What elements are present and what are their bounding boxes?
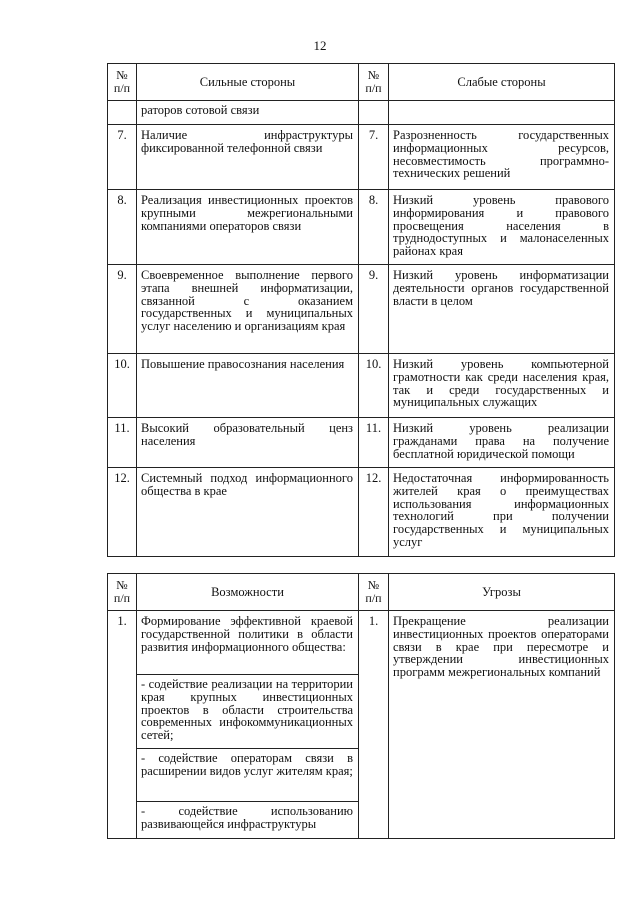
row-number: 10.	[108, 354, 137, 418]
weakness-text: Низкий уровень компьютерной грамотности как среди населения края, так и среди государственных и муниципальных служащих	[389, 354, 615, 418]
header-number-right: № п/п	[359, 64, 389, 101]
header-weaknesses: Слабые стороны	[389, 64, 615, 101]
opportunity-subitem: - содействие операторам связи в расширении видов услуг жителям края;	[137, 749, 359, 802]
row-number: 7.	[108, 125, 137, 190]
header-number-left: № п/п	[108, 574, 137, 611]
strength-text: Высокий образовательный ценз населения	[137, 418, 359, 468]
continuation-text: раторов сотовой связи	[137, 101, 359, 125]
table-row	[108, 468, 615, 557]
weakness-text: Разрозненность государственных информационных ресурсов, несовместимость программно-технических решений	[389, 125, 615, 190]
table-row	[108, 265, 615, 354]
row-number: 10.	[359, 354, 389, 418]
strength-text: Своевременное выполнение первого этапа внешней информатизации, связанной с оказанием государственных и муниципальных услуг населению и организациям края	[137, 265, 359, 354]
row-number: 9.	[359, 265, 389, 354]
header-threats: Угрозы	[389, 574, 615, 611]
row-number: 11.	[359, 418, 389, 468]
row-number: 1.	[359, 611, 389, 839]
row-number: 9.	[108, 265, 137, 354]
table-row	[108, 418, 615, 468]
table-row	[108, 125, 615, 190]
header-number-right: № п/п	[359, 574, 389, 611]
row-number: 7.	[359, 125, 389, 190]
row-number: 12.	[108, 468, 137, 557]
strength-text: Реализация инвестиционных проектов крупными межрегиональными компаниями операторов связи	[137, 190, 359, 265]
table-header-row	[108, 574, 615, 611]
row-number: 12.	[359, 468, 389, 557]
row-number: 8.	[108, 190, 137, 265]
weakness-text: Низкий уровень информатизации деятельности органов государственной власти в целом	[389, 265, 615, 354]
weakness-text: Недостаточная информированность жителей края о преимуществах использования информационных технологий при получении государственных и муниципальных услуг	[389, 468, 615, 557]
header-strengths: Сильные стороны	[137, 64, 359, 101]
opportunities-threats-table	[107, 573, 615, 839]
table-row	[108, 101, 615, 125]
table-row	[108, 190, 615, 265]
row-number: 8.	[359, 190, 389, 265]
strengths-weaknesses-table	[107, 63, 615, 557]
strength-text: Системный подход информационного общества в крае	[137, 468, 359, 557]
opportunity-subitem: - содействие реализации на территории края крупных инвестиционных проектов в области строительства современных инфокоммуникационных сетей;	[137, 675, 359, 749]
weakness-text: Низкий уровень правового информирования и правового просвещения населения в труднодоступных и малонаселенных районах края	[389, 190, 615, 265]
weakness-text: Низкий уровень реализации гражданами права на получение бесплатной юридической помощи	[389, 418, 615, 468]
threat-text: Прекращение реализации инвестиционных проектов операторами связи в крае при пересмотре и утверждении инвестиционных программ межрегиональных компаний	[389, 611, 615, 839]
opportunity-text: Формирование эффективной краевой государственной политики в области развития информационного общества:	[137, 611, 359, 675]
table-row	[108, 354, 615, 418]
table-header-row	[108, 64, 615, 101]
table-row	[108, 611, 615, 675]
strength-text: Повышение правосознания населения	[137, 354, 359, 418]
page-number: 12	[313, 38, 327, 53]
header-opportunities: Возможности	[137, 574, 359, 611]
opportunity-subitem: - содействие использованию развивающейся инфраструктуры	[137, 802, 359, 839]
header-number-left: № п/п	[108, 64, 137, 101]
strength-text: Наличие инфраструктуры фиксированной телефонной связи	[137, 125, 359, 190]
row-number: 11.	[108, 418, 137, 468]
row-number: 1.	[108, 611, 137, 839]
